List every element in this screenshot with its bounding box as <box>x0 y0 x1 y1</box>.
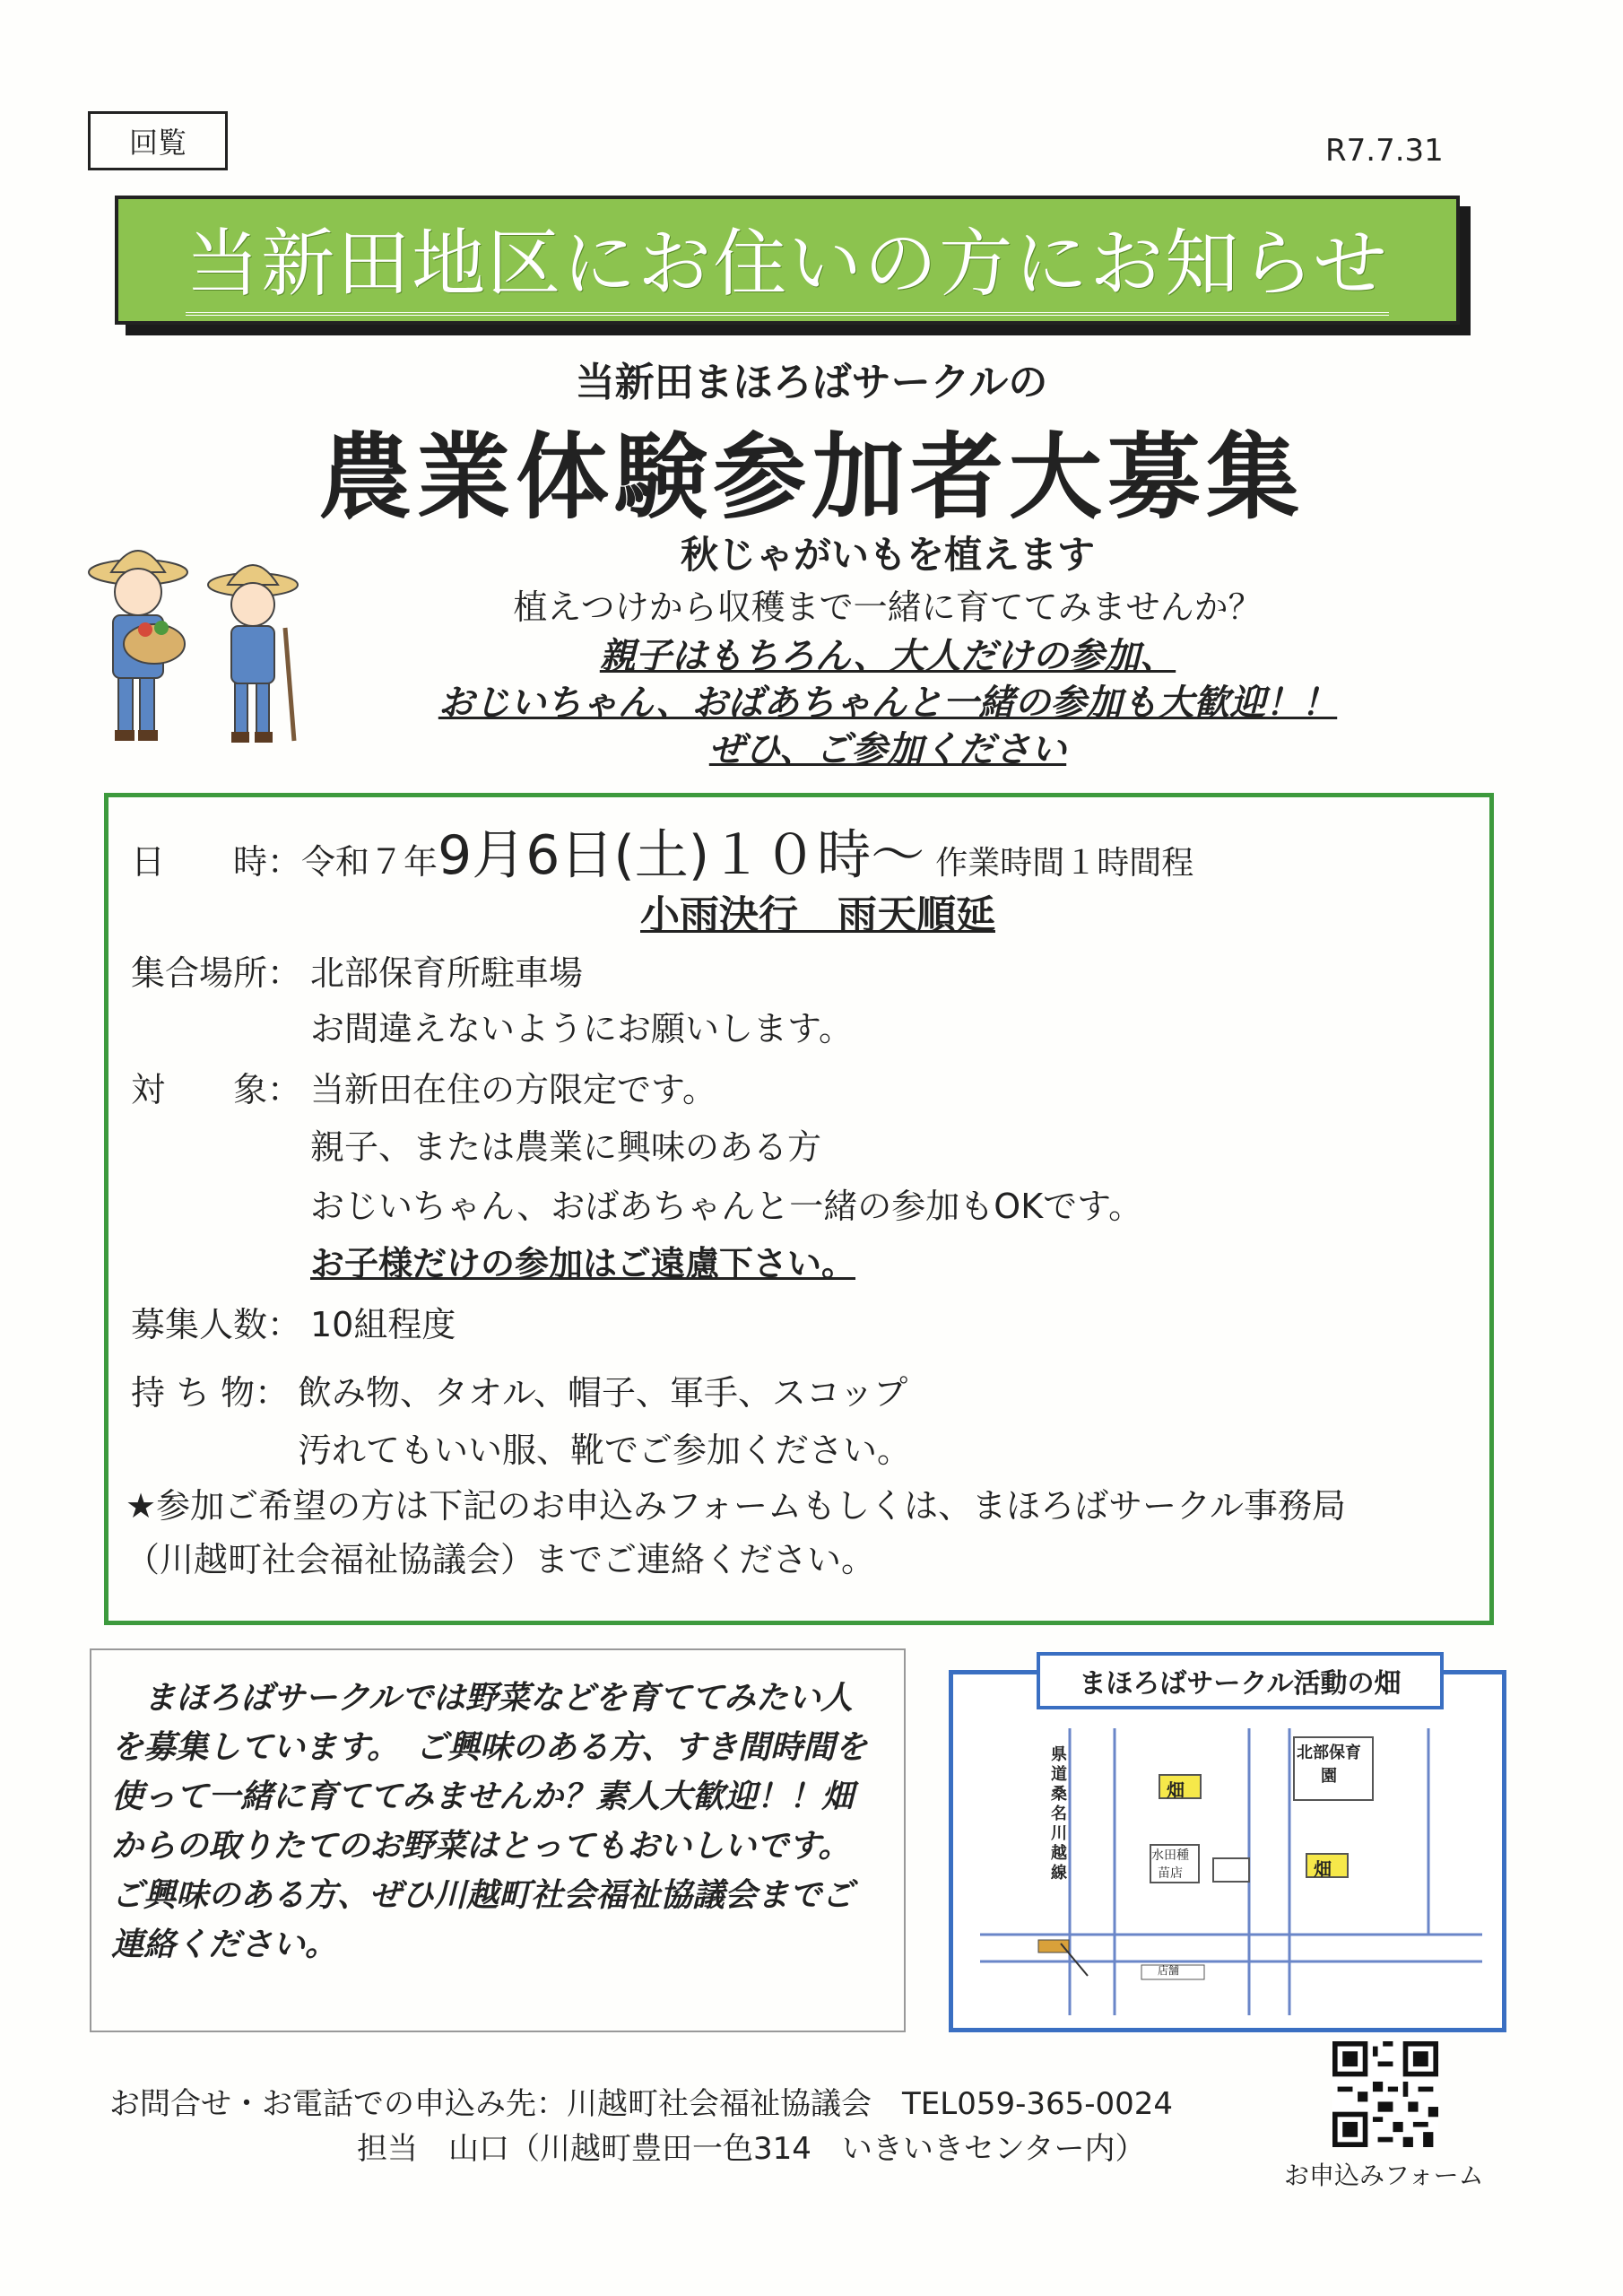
apply-note: （川越町社会福祉協議会）までご連絡ください。 <box>126 1540 876 1579</box>
count-value: 10組程度 <box>310 1305 456 1344</box>
datetime-era: 令和７年 <box>301 842 438 882</box>
recruitment-message: まほろばサークルでは野菜などを育ててみたい人を募集しています。 ご興味のある方、すき間時間を使って一緒に育ててみませんか？素人大歓迎！！畑からの取りたてのお野菜はとってもおいしいです。 ご興味のある方、ぜひ川越町社会福祉協議会までご連絡ください。 <box>90 1648 906 2032</box>
nursery-label: 北部保育園 <box>1297 1744 1361 1786</box>
items-label: 持 ち 物： <box>131 1373 290 1413</box>
intro-line: 植えつけから収穫まで一緒に育ててみませんか？ <box>513 587 1263 627</box>
field-map <box>949 1670 1506 2032</box>
farmers-illustration <box>82 529 316 762</box>
target-line: 親子、または農業に興味のある方 <box>310 1127 822 1167</box>
intro-emphasis: ぜひ、ご参加ください <box>708 729 1067 770</box>
notice-banner <box>115 196 1460 325</box>
target-label: 対 象： <box>131 1070 302 1109</box>
qr-label: お申込みフォーム <box>1284 2161 1484 2190</box>
items-line: 汚れてもいい服、靴でご参加ください。 <box>298 1431 912 1470</box>
map-title: まほろばサークル活動の畑 <box>1037 1652 1444 1709</box>
field-marker: 畑 <box>1314 1858 1332 1880</box>
intro-emphasis: 親子はもちろん、大人だけの参加、 <box>599 636 1176 677</box>
datetime-note: 作業時間１時間程 <box>935 845 1194 882</box>
target-line: 当新田在住の方限定です。 <box>310 1070 716 1109</box>
qr-code[interactable] <box>1332 2041 1438 2147</box>
target-restriction: お子様だけの参加はご遠慮下さい。 <box>310 1244 856 1283</box>
circulation-label: 回覧 <box>88 111 228 170</box>
issue-date: R7.7.31 <box>1325 133 1444 169</box>
datetime-label: 日 時： <box>131 842 302 882</box>
map-drawing <box>953 1674 1502 2028</box>
datetime-main: 9月6日(土)１０時～ <box>438 824 925 887</box>
store-label: 店舗 <box>1157 1964 1179 1977</box>
count-label: 募集人数： <box>131 1305 302 1344</box>
place-value: 北部保育所駐車場 <box>310 953 584 993</box>
shop-label: 水田種苗店 <box>1151 1848 1189 1881</box>
field-marker: 畑 <box>1167 1779 1185 1801</box>
apply-note: ★参加ご希望の方は下記のお申込みフォームもしくは、まほろばサークル事務局 <box>126 1486 1347 1526</box>
datetime-row <box>131 813 1193 890</box>
intro-emphasis: おじいちゃん、おばあちゃんと一緒の参加も大歓迎！！ <box>438 683 1338 724</box>
banner-text: 当新田地区にお住いの方にお知らせ <box>186 205 1389 316</box>
circle-title: 当新田まほろばサークルの <box>575 360 1048 405</box>
staff-info: 担当 山口（川越町豊田一色314 いきいきセンター内） <box>357 2131 1146 2167</box>
intro-headline: 秋じゃがいもを植えます <box>680 533 1095 577</box>
place-label: 集合場所： <box>131 953 302 993</box>
weather-policy: 小雨決行 雨天順延 <box>640 892 995 938</box>
contact-info: お問合せ・お電話での申込み先：川越町社会福祉協議会 TEL059-365-0024 <box>109 2086 1174 2122</box>
target-line: おじいちゃん、おばあちゃんと一緒の参加もOKです。 <box>310 1187 1143 1226</box>
main-title: 農業体験参加者大募集 <box>317 422 1305 532</box>
items-line: 飲み物、タオル、帽子、軍手、スコップ <box>298 1373 908 1413</box>
road-label: 県道桑名川越線 <box>1051 1745 1067 1883</box>
place-note: お間違えないようにお願いします。 <box>310 1009 853 1048</box>
